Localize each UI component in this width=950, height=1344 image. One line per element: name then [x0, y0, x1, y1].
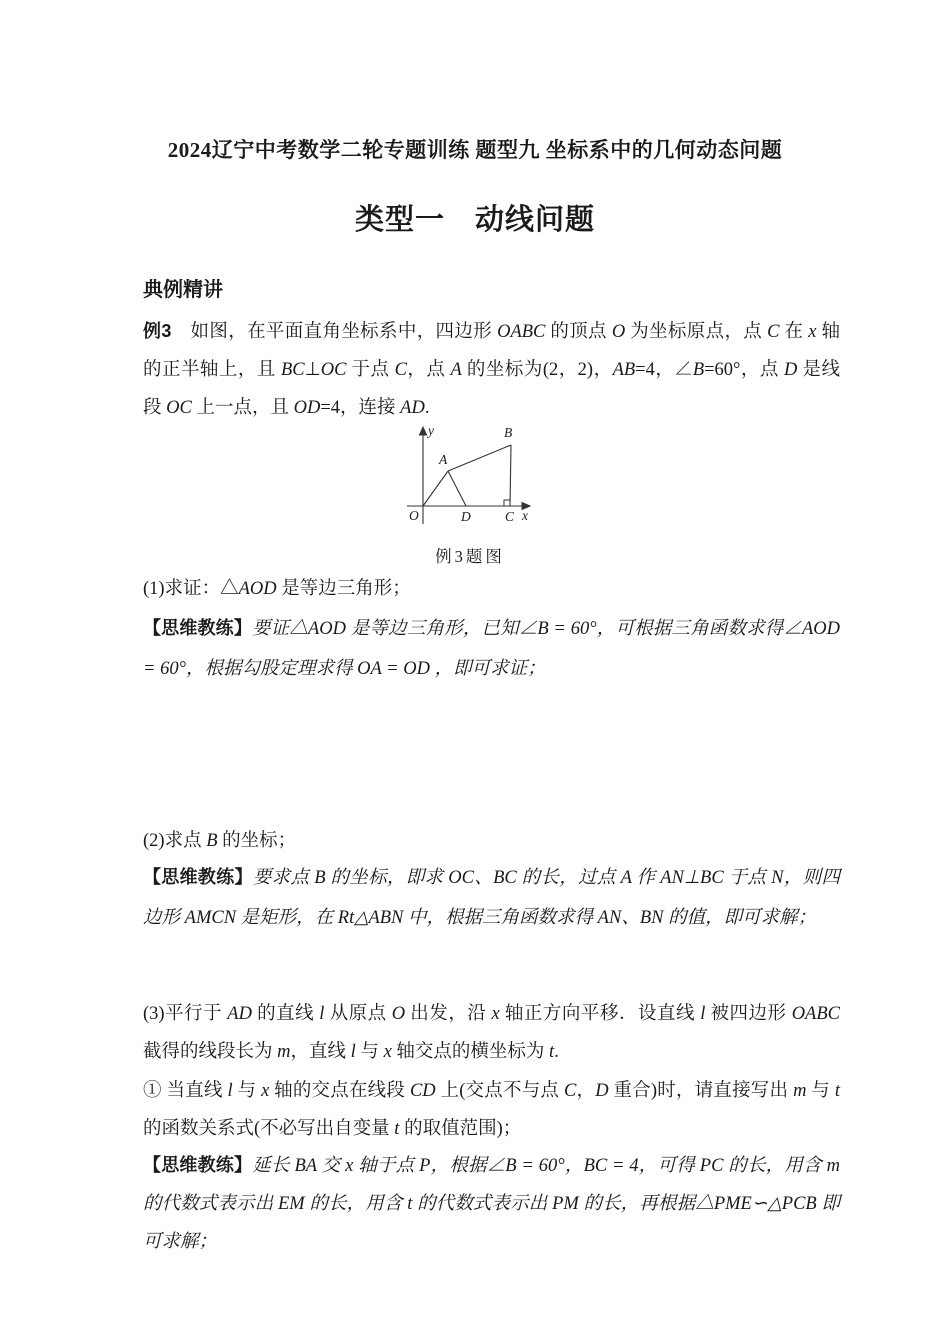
segment-AB: [448, 445, 511, 471]
label-point-B: B: [504, 425, 513, 440]
hint-label: 【思维教练】: [143, 1155, 253, 1175]
hint-label: 【思维教练】: [143, 618, 252, 638]
hint-text: 要证△AOD 是等边三角形，已知∠B = 60°，可根据三角函数求得∠AOD = 60°，根据勾股定理求得 OA = OD ，即可求证；: [143, 619, 840, 679]
question-part-1: (1)求证：△AOD 是等边三角形；: [143, 579, 411, 599]
segment-AD: [448, 471, 466, 506]
document-title: 2024辽宁中考数学二轮专题训练 题型九 坐标系中的几何动态问题: [167, 138, 783, 162]
hint-label: 【思维教练】: [143, 867, 253, 887]
segment-OA: [423, 471, 448, 506]
type-heading: 类型一 动线问题: [354, 204, 595, 236]
segment-BC: [510, 445, 511, 506]
label-point-D: D: [461, 509, 471, 524]
question-part-3-sub-1: ① 当直线 l 与 x 轴的交点在线段 CD 上(交点不与点 C，D 重合)时，请直接写出 m 与 t 的函数关系式(不必写出自变量 t 的取值范围)；: [143, 1081, 840, 1139]
question-part-2: (2)求点 B 的坐标；: [143, 831, 297, 851]
hint-text: 要求点 B 的坐标，即求 OC、BC 的长，过点 A 作 AN⊥BC 于点 N，则四边形 AMCN 是矩形，在 Rt△ABN 中，根据三角函数求得 AN、BN 的值，即可求解；: [143, 868, 840, 928]
label-x-axis: x: [522, 508, 528, 523]
label-y-axis: y: [428, 423, 434, 438]
section-heading: 典例精讲: [143, 279, 223, 301]
coordinate-figure: [393, 420, 543, 538]
hint-text: 延长 BA 交 x 轴于点 P，根据∠B = 60°，BC = 4，可得 PC 的长，用含 m 的代数式表示出 EM 的长，用含 t 的代数式表示出 PM 的长，再根据△PME∽△PCB 即可求解；: [143, 1156, 840, 1252]
hint-part-3: [143, 1146, 840, 1261]
hint-part-2: [143, 857, 840, 938]
label-point-A: A: [439, 452, 448, 467]
figure-caption: 例3题图: [435, 547, 505, 566]
right-angle-mark: [504, 500, 510, 506]
problem-statement: 例3 如图，在平面直角坐标系中，四边形 OABC 的顶点 O 为坐标原点，点 C 在 x 轴的正半轴上，且 BC⊥OC 于点 C，点 A 的坐标为(2，2)，AB=4，∠B=60°，点 D 是线段 OC 上一点，且 OD=4，连接 AD.: [143, 321, 840, 418]
label-point-C: C: [505, 509, 515, 524]
question-part-3: (3)平行于 AD 的直线 l 从原点 O 出发，沿 x 轴正方向平移．设直线 l 被四边形 OABC 截得的线段长为 m，直线 l 与 x 轴交点的横坐标为 t.: [143, 1004, 840, 1062]
label-origin: O: [409, 508, 419, 523]
hint-part-1: [143, 608, 840, 689]
